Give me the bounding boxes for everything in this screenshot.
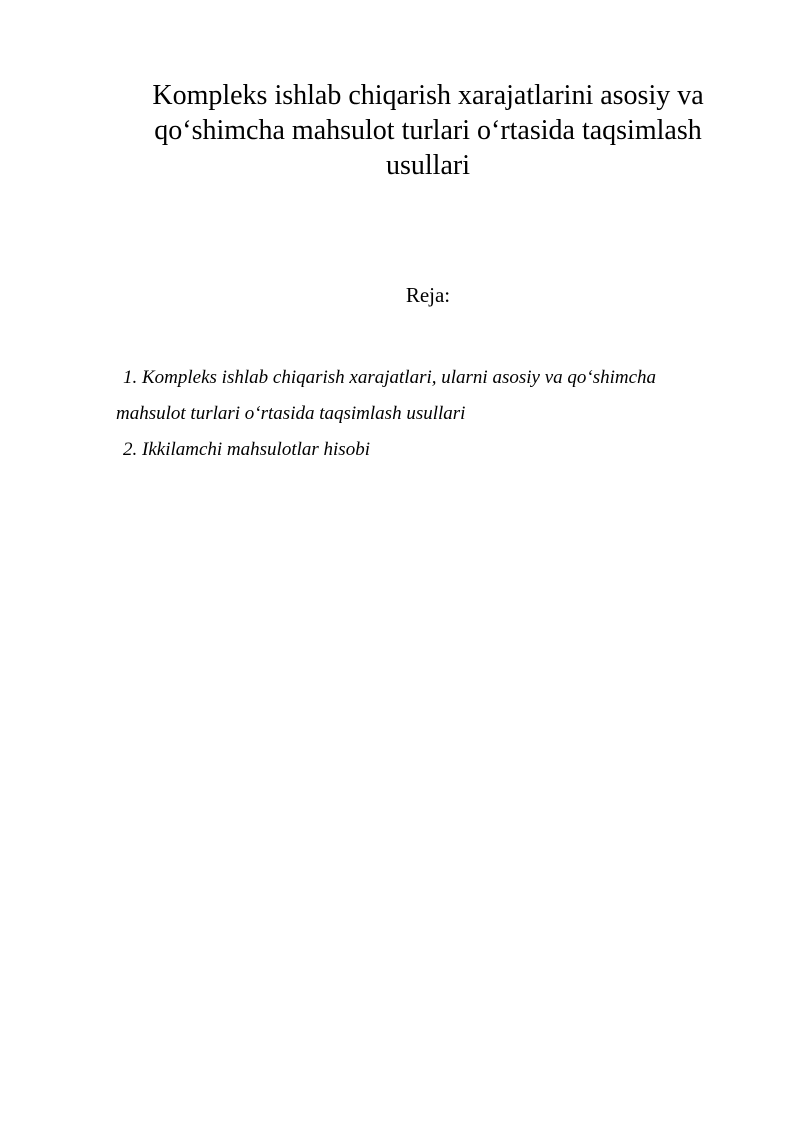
plan-item-2	[116, 432, 756, 468]
plan-list	[116, 360, 756, 468]
plan-item-line: mahsulot turlari o‘rtasida taqsimlash usullari	[116, 403, 466, 424]
plan-item-1	[116, 360, 756, 432]
document-title	[128, 78, 728, 183]
title-line: qo‘shimcha mahsulot turlari o‘rtasida taqsimlash	[154, 115, 702, 146]
plan-item-line: 2. Ikkilamchi mahsulotlar hisobi	[123, 439, 370, 460]
plan-heading: Reja:	[405, 283, 451, 307]
plan-item-line: 1. Kompleks ishlab chiqarish xarajatlari, ularni asosiy va qo‘shimcha	[123, 367, 657, 388]
title-line: usullari	[386, 150, 470, 181]
title-line: Kompleks ishlab chiqarish xarajatlarini asosiy va	[152, 80, 704, 111]
